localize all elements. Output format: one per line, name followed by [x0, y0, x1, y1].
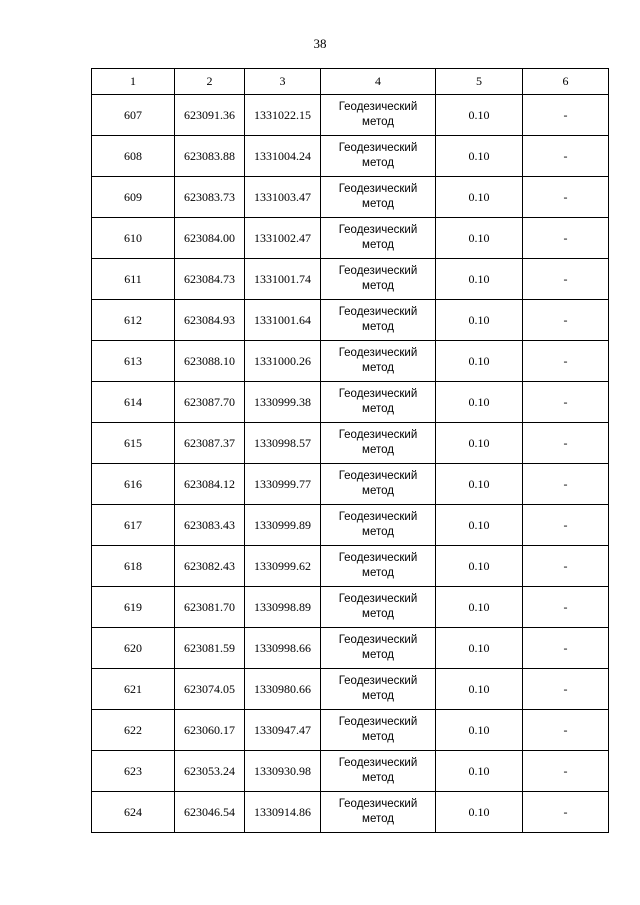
method-line-1: Геодезический [338, 347, 418, 359]
note-cell: - [523, 669, 609, 710]
note-cell: - [523, 95, 609, 136]
y-coordinate-cell: 1330980.66 [245, 669, 321, 710]
point-number-cell: 623 [92, 751, 175, 792]
accuracy-cell: 0.10 [436, 464, 523, 505]
note-cell: - [523, 710, 609, 751]
point-number-cell: 615 [92, 423, 175, 464]
x-coordinate-cell: 623087.70 [175, 382, 245, 423]
y-coordinate-cell: 1331001.64 [245, 300, 321, 341]
y-coordinate-cell: 1330999.62 [245, 546, 321, 587]
y-coordinate-cell: 1331003.47 [245, 177, 321, 218]
y-coordinate-cell: 1331004.24 [245, 136, 321, 177]
point-number-cell: 620 [92, 628, 175, 669]
table-row [92, 505, 609, 546]
method-cell [321, 546, 436, 587]
x-coordinate-cell: 623088.10 [175, 341, 245, 382]
note-cell: - [523, 751, 609, 792]
method-line-1: Геодезический [338, 470, 418, 482]
method-line-2: метод [362, 198, 394, 210]
method-line-1: Геодезический [338, 388, 418, 400]
method-cell [321, 710, 436, 751]
method-line-1: Геодезический [338, 224, 418, 236]
method-cell [321, 669, 436, 710]
method-cell [321, 423, 436, 464]
x-coordinate-cell: 623083.43 [175, 505, 245, 546]
method-line-1: Геодезический [338, 552, 418, 564]
column-header-6: 6 [523, 69, 609, 95]
point-number-cell: 610 [92, 218, 175, 259]
method-cell [321, 751, 436, 792]
method-line-2: метод [362, 813, 394, 825]
table-row [92, 792, 609, 833]
method-line-1: Геодезический [338, 798, 418, 810]
column-header-1: 1 [92, 69, 175, 95]
column-header-2: 2 [175, 69, 245, 95]
table-row [92, 423, 609, 464]
note-cell: - [523, 546, 609, 587]
x-coordinate-cell: 623087.37 [175, 423, 245, 464]
method-cell [321, 792, 436, 833]
x-coordinate-cell: 623060.17 [175, 710, 245, 751]
x-coordinate-cell: 623081.70 [175, 587, 245, 628]
x-coordinate-cell: 623083.73 [175, 177, 245, 218]
table-row [92, 546, 609, 587]
x-coordinate-cell: 623091.36 [175, 95, 245, 136]
note-cell: - [523, 177, 609, 218]
accuracy-cell: 0.10 [436, 751, 523, 792]
method-cell [321, 218, 436, 259]
note-cell: - [523, 792, 609, 833]
page-number: 38 [313, 36, 327, 51]
method-line-1: Геодезический [338, 716, 418, 728]
accuracy-cell: 0.10 [436, 792, 523, 833]
table-row [92, 710, 609, 751]
method-cell [321, 628, 436, 669]
method-cell [321, 177, 436, 218]
method-line-2: метод [362, 403, 394, 415]
point-number-cell: 622 [92, 710, 175, 751]
method-line-1: Геодезический [338, 429, 418, 441]
coordinates-table [91, 68, 609, 833]
point-number-cell: 618 [92, 546, 175, 587]
method-line-2: метод [362, 772, 394, 784]
column-header-3: 3 [245, 69, 321, 95]
table-header [92, 69, 609, 95]
point-number-cell: 616 [92, 464, 175, 505]
method-cell [321, 587, 436, 628]
accuracy-cell: 0.10 [436, 136, 523, 177]
accuracy-cell: 0.10 [436, 218, 523, 259]
header-row [92, 69, 609, 95]
y-coordinate-cell: 1330999.77 [245, 464, 321, 505]
method-line-2: метод [362, 567, 394, 579]
method-line-2: метод [362, 731, 394, 743]
y-coordinate-cell: 1331000.26 [245, 341, 321, 382]
note-cell: - [523, 218, 609, 259]
accuracy-cell: 0.10 [436, 259, 523, 300]
x-coordinate-cell: 623046.54 [175, 792, 245, 833]
method-line-2: метод [362, 116, 394, 128]
method-line-1: Геодезический [338, 142, 418, 154]
method-line-2: метод [362, 239, 394, 251]
table-row [92, 628, 609, 669]
x-coordinate-cell: 623083.88 [175, 136, 245, 177]
method-line-2: метод [362, 362, 394, 374]
method-line-1: Геодезический [338, 183, 418, 195]
table-row [92, 464, 609, 505]
table-row [92, 300, 609, 341]
method-cell [321, 136, 436, 177]
method-line-1: Геодезический [338, 511, 418, 523]
point-number-cell: 607 [92, 95, 175, 136]
accuracy-cell: 0.10 [436, 628, 523, 669]
method-cell [321, 95, 436, 136]
note-cell: - [523, 259, 609, 300]
table-row [92, 669, 609, 710]
method-line-2: метод [362, 444, 394, 456]
note-cell: - [523, 341, 609, 382]
note-cell: - [523, 423, 609, 464]
table-row [92, 218, 609, 259]
table-row [92, 751, 609, 792]
method-line-1: Геодезический [338, 593, 418, 605]
accuracy-cell: 0.10 [436, 710, 523, 751]
y-coordinate-cell: 1330930.98 [245, 751, 321, 792]
note-cell: - [523, 464, 609, 505]
point-number-cell: 609 [92, 177, 175, 218]
y-coordinate-cell: 1331001.74 [245, 259, 321, 300]
point-number-cell: 617 [92, 505, 175, 546]
accuracy-cell: 0.10 [436, 341, 523, 382]
method-line-2: метод [362, 157, 394, 169]
table-row [92, 177, 609, 218]
method-cell [321, 341, 436, 382]
note-cell: - [523, 382, 609, 423]
accuracy-cell: 0.10 [436, 587, 523, 628]
method-cell [321, 300, 436, 341]
method-cell [321, 505, 436, 546]
method-line-1: Геодезический [338, 675, 418, 687]
method-cell [321, 382, 436, 423]
x-coordinate-cell: 623082.43 [175, 546, 245, 587]
point-number-cell: 624 [92, 792, 175, 833]
accuracy-cell: 0.10 [436, 423, 523, 464]
table-row [92, 95, 609, 136]
method-line-2: метод [362, 649, 394, 661]
y-coordinate-cell: 1331002.47 [245, 218, 321, 259]
table-row [92, 587, 609, 628]
y-coordinate-cell: 1330999.38 [245, 382, 321, 423]
accuracy-cell: 0.10 [436, 382, 523, 423]
x-coordinate-cell: 623081.59 [175, 628, 245, 669]
method-line-2: метод [362, 608, 394, 620]
note-cell: - [523, 300, 609, 341]
method-line-1: Геодезический [338, 306, 418, 318]
accuracy-cell: 0.10 [436, 505, 523, 546]
point-number-cell: 608 [92, 136, 175, 177]
y-coordinate-cell: 1330999.89 [245, 505, 321, 546]
method-line-2: метод [362, 280, 394, 292]
point-number-cell: 612 [92, 300, 175, 341]
point-number-cell: 611 [92, 259, 175, 300]
column-header-4: 4 [321, 69, 436, 95]
method-cell [321, 259, 436, 300]
x-coordinate-cell: 623084.12 [175, 464, 245, 505]
note-cell: - [523, 587, 609, 628]
x-coordinate-cell: 623084.00 [175, 218, 245, 259]
method-line-2: метод [362, 485, 394, 497]
method-line-1: Геодезический [338, 634, 418, 646]
x-coordinate-cell: 623074.05 [175, 669, 245, 710]
accuracy-cell: 0.10 [436, 546, 523, 587]
y-coordinate-cell: 1330998.66 [245, 628, 321, 669]
point-number-cell: 613 [92, 341, 175, 382]
method-cell [321, 464, 436, 505]
method-line-1: Геодезический [338, 265, 418, 277]
method-line-1: Геодезический [338, 757, 418, 769]
method-line-2: метод [362, 321, 394, 333]
accuracy-cell: 0.10 [436, 669, 523, 710]
y-coordinate-cell: 1330914.86 [245, 792, 321, 833]
method-line-2: метод [362, 526, 394, 538]
table-body [92, 95, 609, 833]
x-coordinate-cell: 623084.73 [175, 259, 245, 300]
point-number-cell: 621 [92, 669, 175, 710]
y-coordinate-cell: 1330998.89 [245, 587, 321, 628]
accuracy-cell: 0.10 [436, 95, 523, 136]
point-number-cell: 619 [92, 587, 175, 628]
x-coordinate-cell: 623084.93 [175, 300, 245, 341]
method-line-2: метод [362, 690, 394, 702]
x-coordinate-cell: 623053.24 [175, 751, 245, 792]
accuracy-cell: 0.10 [436, 177, 523, 218]
table-row [92, 136, 609, 177]
y-coordinate-cell: 1330947.47 [245, 710, 321, 751]
table-row [92, 259, 609, 300]
column-header-5: 5 [436, 69, 523, 95]
table-row [92, 341, 609, 382]
point-number-cell: 614 [92, 382, 175, 423]
note-cell: - [523, 628, 609, 669]
table-row [92, 382, 609, 423]
note-cell: - [523, 505, 609, 546]
note-cell: - [523, 136, 609, 177]
method-line-1: Геодезический [338, 101, 418, 113]
accuracy-cell: 0.10 [436, 300, 523, 341]
y-coordinate-cell: 1330998.57 [245, 423, 321, 464]
y-coordinate-cell: 1331022.15 [245, 95, 321, 136]
